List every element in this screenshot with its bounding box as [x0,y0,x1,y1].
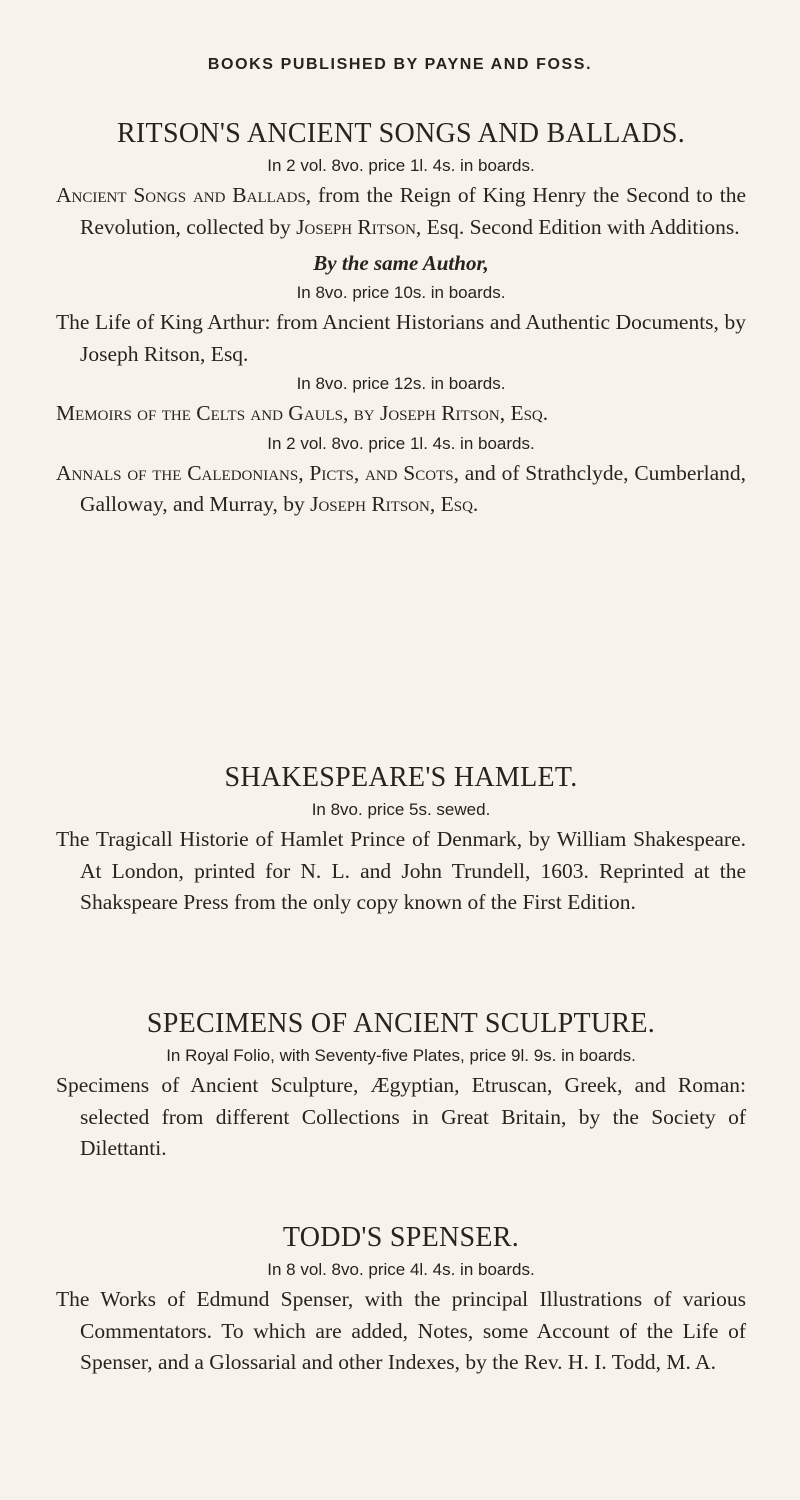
entry-title: Ancient Songs and Ballads, [56,183,312,207]
section-hamlet [56,760,746,919]
entry-title: Annals of the Caledonians, Picts, and Scots, [56,460,459,485]
section-heading: SHAKESPEARE'S HAMLET. [224,762,578,793]
edition-line: In 2 vol. 8vo. price 1l. 4s. in boards. [267,433,535,453]
entry-hamlet: The Tragicall Historie of Hamlet Prince of Denmark, by William Shakespeare. At London, printed for N. L. and John Trundell, 1603. Reprinted at the Shakspeare Press from the only copy known of the First Edition. [56,827,746,914]
edition-line: In 8vo. price 10s. in boards. [296,283,506,302]
edition-line: In 8vo. price 5s. sewed. [311,800,491,819]
entry-king-arthur: The Life of King Arthur: from Ancient Historians and Authentic Documents, by Joseph Ritson, Esq. [56,310,746,366]
entry-text: from the Reign of King Henry the Second to the Revolution, collected by [80,183,746,239]
entry-sculpture: Specimens of Ancient Sculpture, Ægyptian, Etruscan, Greek, and Roman: selected from different Collections in Great Britain, by the Society of Dilettanti. [56,1073,746,1160]
entry-text: and of Strathclyde, Cumberland, Galloway, and Murray, by [80,460,746,516]
entry-title: Memoirs of the Celts and Gauls, by Joseph Ritson, Esq. [56,401,549,425]
entry-author: Joseph Ritson, Esq. [310,492,479,516]
section-spenser [56,1220,746,1379]
section-sculpture [56,1006,746,1165]
entry-celts-gauls [56,398,746,430]
edition-line: In 8 vol. 8vo. price 4l. 4s. in boards. [267,1260,535,1279]
section-heading: SPECIMENS OF ANCIENT SCULPTURE. [146,1008,656,1039]
entry-caledonians [56,458,746,521]
entry-ancient-songs [56,180,746,243]
entry-author: Joseph Ritson, [296,214,422,239]
section-heading: RITSON'S ANCIENT SONGS AND BALLADS. [116,118,686,149]
edition-line: In 2 vol. 8vo. price 1l. 4s. in boards. [267,156,535,175]
entry-spenser: The Works of Edmund Spenser, with the principal Illustrations of various Commentators. To which are added, Notes, some Account of the Life of Spenser, and a Glossarial and other Indexes, by the Rev. H. I. Todd, M. A. [56,1287,746,1374]
running-head: BOOKS PUBLISHED BY PAYNE AND FOSS. [207,56,593,73]
edition-line: In Royal Folio, with Seventy-five Plates, price 9l. 9s. in boards. [166,1046,636,1065]
entry-text-after: Esq. Second Edition with Additions. [421,214,740,239]
section-heading: TODD'S SPENSER. [282,1222,520,1253]
byline: By the same Author, [313,251,489,275]
section-ritson [56,116,746,521]
edition-line: In 8vo. price 12s. in boards. [296,374,506,393]
